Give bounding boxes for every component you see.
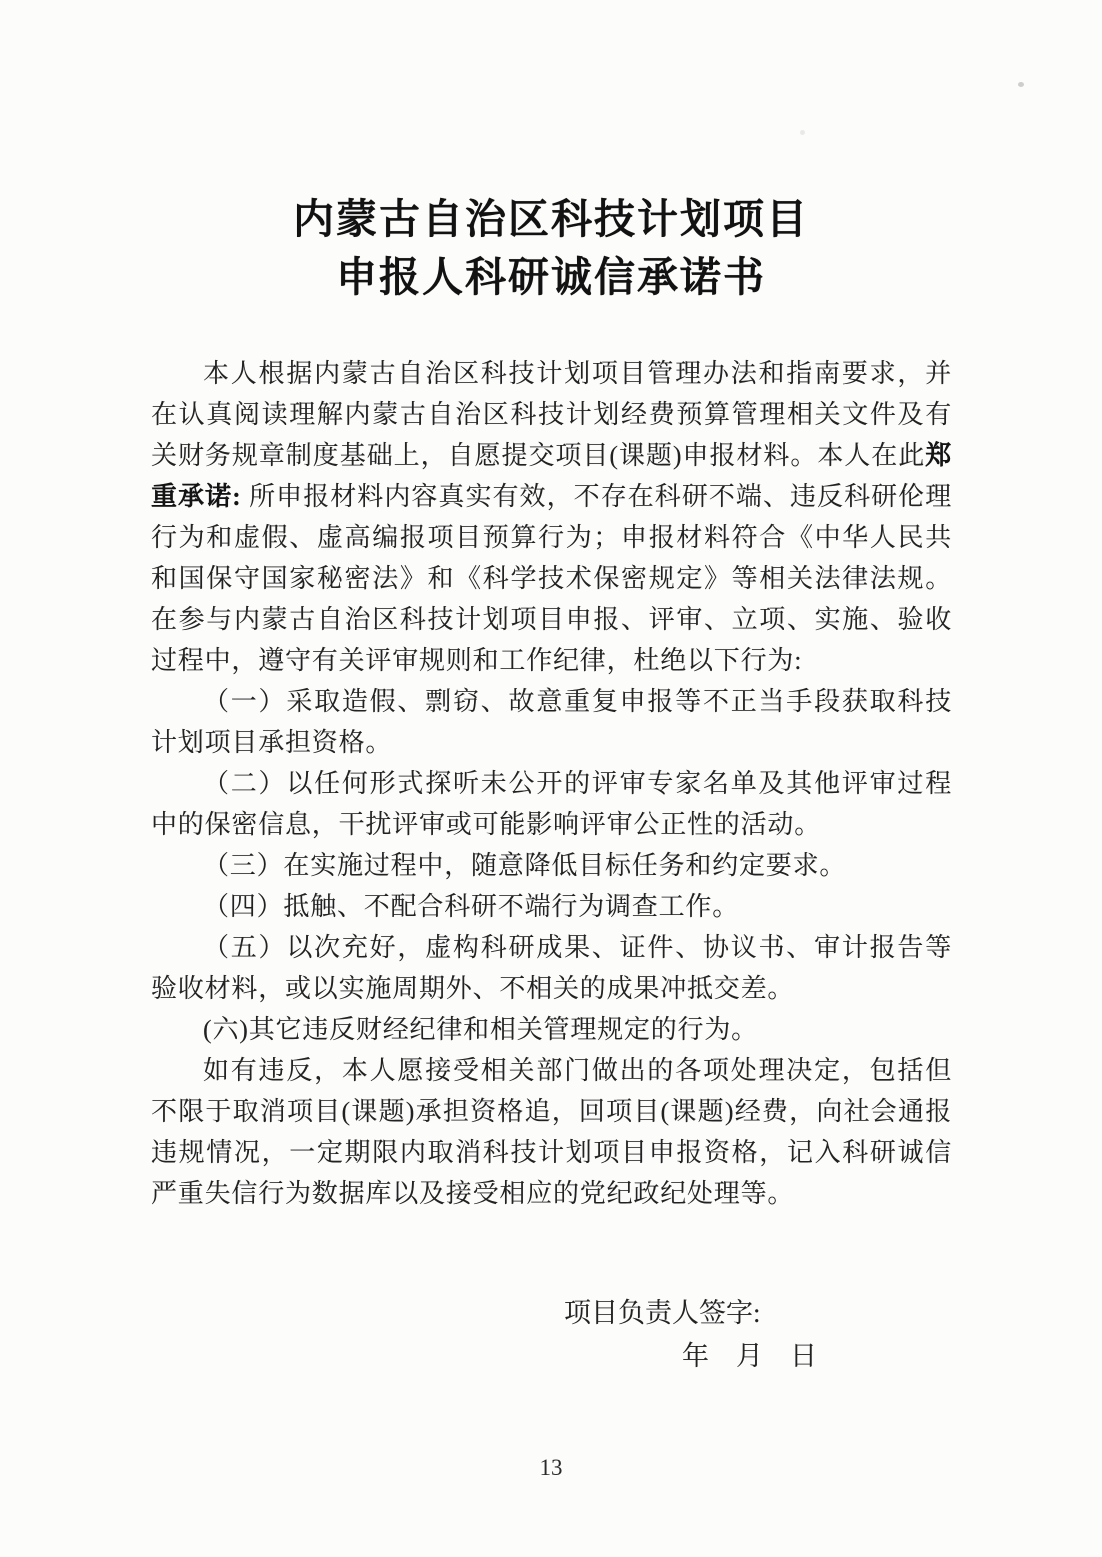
title-line-2: 申报人科研诚信承诺书 [336, 254, 766, 300]
list-item-6: (六)其它违反财经纪律和相关管理规定的行为。 [203, 1015, 758, 1044]
scan-speck [1018, 82, 1024, 87]
closing-paragraph: 如有违反，本人愿接受相关部门做出的各项处理决定，包括但不限于取消项目(课题)承担资格追，回项目(课题)经费，向社会通报违规情况，一定期限内取消科技计划项目申报资格，记入科研诚信严重失信行为数据库以及接受相应的党纪政纪处理等。 [151, 1056, 952, 1208]
list-item-1: （一）采取造假、剽窃、故意重复申报等不正当手段获取科技计划项目承担资格。 [151, 687, 952, 757]
intro-paragraph [151, 353, 952, 681]
solemn-promise-emphasis: 郑重承诺: [151, 441, 952, 511]
page-number: 13 [539, 1455, 563, 1480]
list-item-5: （五）以次充好，虚构科研成果、证件、协议书、审计报告等验收材料，或以实施周期外、不相关的成果冲抵交差。 [151, 933, 952, 1003]
list-item-4: （四）抵触、不配合科研不端行为调查工作。 [203, 892, 740, 921]
title-line-1: 内蒙古自治区科技计划项目 [293, 196, 809, 242]
list-item-3: （三）在实施过程中，随意降低目标任务和约定要求。 [203, 851, 847, 880]
intro-text-after: 所申报材料内容真实有效，不存在科研不端、违反科研伦理行为和虚假、虚高编报项目预算行为；申报材料符合《中华人民共和国保守国家秘密法》和《科学技术保密规定》等相关法律法规。在参与内蒙古自治区科技计划项目申报、评审、立项、实施、验收过程中，遵守有关评审规则和工作纪律，杜绝以下行为: [151, 482, 952, 675]
document-title [0, 0, 1102, 306]
signature-label: 项目负责人签字: [564, 1298, 761, 1328]
scan-speck [800, 130, 805, 135]
intro-text-before: 本人根据内蒙古自治区科技计划项目管理办法和指南要求，并在认真阅读理解内蒙古自治区科技计划经费预算管理相关文件及有关财务规章制度基础上，自愿提交项目(课题)申报材料。本人在此 [151, 359, 952, 470]
signature-date-line: 年 月 日 [682, 1341, 817, 1371]
list-item-2: （二）以任何形式探听未公开的评审专家名单及其他评审过程中的保密信息，干扰评审或可能影响评审公正性的活动。 [151, 769, 952, 839]
document-body [151, 353, 952, 1214]
signature-block [151, 1292, 952, 1377]
